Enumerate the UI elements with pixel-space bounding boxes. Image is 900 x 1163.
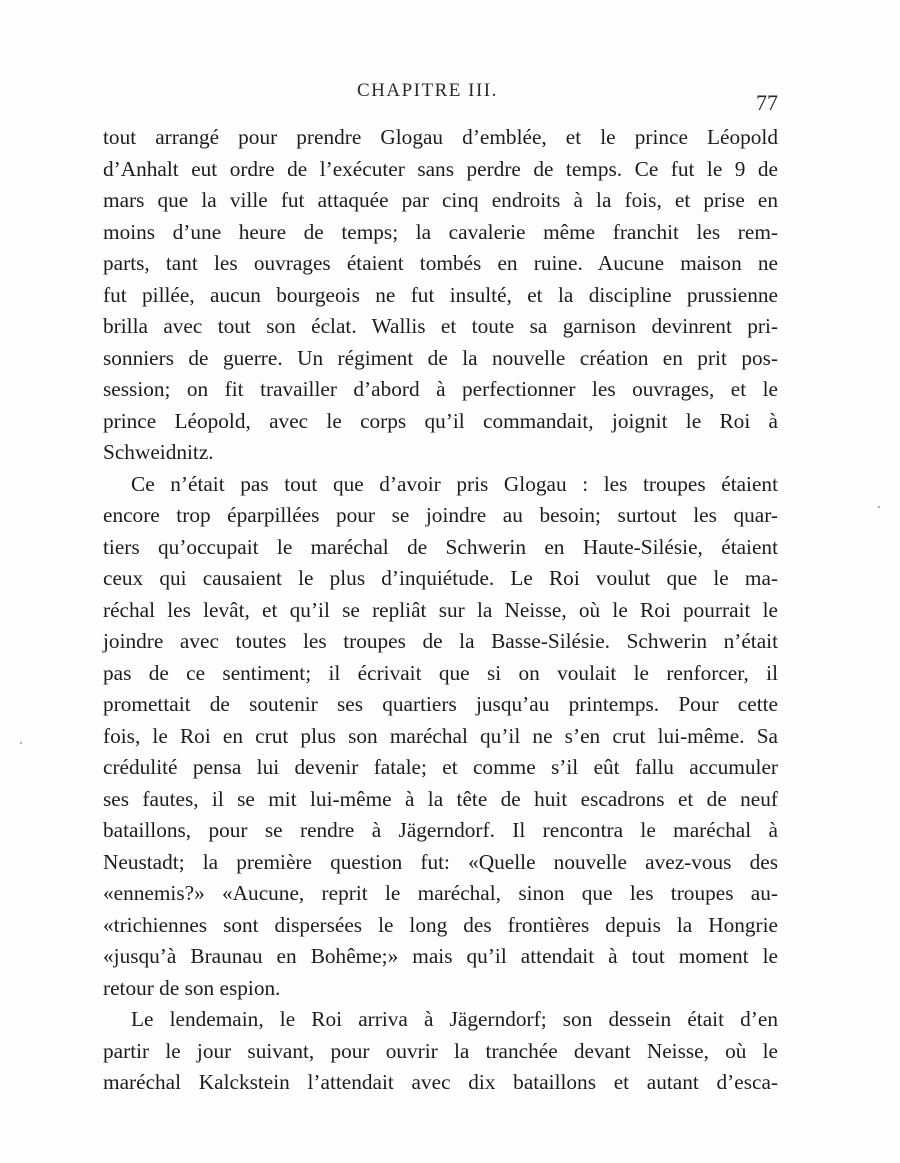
text-line: Ce n’était pas tout que d’avoir pris Glogau : les troupes étaient bbox=[131, 471, 778, 496]
text-line: «trichiennes sont dispersées le long des frontières depuis la Hongrie bbox=[103, 912, 778, 937]
text-line: tout arrangé pour prendre Glogau d’emblée, et le prince Léopold bbox=[103, 125, 778, 149]
text-line: parts, tant les ouvrages étaient tombés en ruine. Aucune maison ne bbox=[103, 251, 778, 275]
text-line: ses fautes, il se mit lui-même à la tête de huit escadrons et de neuf bbox=[103, 786, 778, 811]
chapter-heading: CHAPITRE III. bbox=[357, 80, 498, 101]
text-line: moins d’une heure de temps; la cavalerie même franchit les rem- bbox=[103, 219, 778, 244]
text-line: Schweidnitz. bbox=[103, 440, 214, 464]
text-line: partir le jour suivant, pour ouvrir la tranchée devant Neisse, où le bbox=[103, 1038, 778, 1063]
text-line: d’Anhalt eut ordre de l’exécuter sans perdre de temps. Ce fut le 9 de bbox=[103, 156, 778, 181]
text-line: «ennemis?» «Aucune, reprit le maréchal, sinon que les troupes au- bbox=[103, 881, 778, 905]
text-line: promettait de soutenir ses quartiers jusqu’au printemps. Pour cette bbox=[103, 692, 778, 716]
text-line: maréchal Kalckstein l’attendait avec dix bataillons et autant d’esca- bbox=[103, 1070, 778, 1094]
scan-speck bbox=[20, 742, 22, 744]
text-line: retour de son espion. bbox=[103, 975, 281, 1000]
page-number: 77 bbox=[756, 90, 778, 115]
text-line: «jusqu’à Braunau en Bohême;» mais qu’il attendait à tout moment le bbox=[103, 944, 778, 968]
text-line: mars que la ville fut attaquée par cinq endroits à la fois, et prise en bbox=[103, 188, 778, 212]
text-line: Le lendemain, le Roi arriva à Jägerndorf; son dessein était d’en bbox=[131, 1007, 778, 1031]
text-line: session; on fit travailler d’abord à perfectionner les ouvrages, et le bbox=[103, 377, 778, 401]
scan-speck bbox=[878, 506, 880, 508]
text-line: fut pillée, aucun bourgeois ne fut insulté, et la discipline prussienne bbox=[103, 282, 778, 307]
text-line: bataillons, pour se rendre à Jägerndorf. Il rencontra le maréchal à bbox=[103, 818, 778, 842]
text-line: prince Léopold, avec le corps qu’il commandait, joignit le Roi à bbox=[103, 408, 778, 433]
text-line: crédulité pensa lui devenir fatale; et comme s’il eût fallu accumuler bbox=[103, 755, 778, 779]
text-line: Neustadt; la première question fut: «Quelle nouvelle avez-vous des bbox=[103, 849, 778, 874]
body-text bbox=[103, 122, 778, 1099]
text-line: brilla avec tout son éclat. Wallis et toute sa garnison devinrent pri- bbox=[103, 314, 778, 338]
text-line: encore trop éparpillées pour se joindre au besoin; surtout les quar- bbox=[103, 503, 778, 527]
text-line: réchal les levât, et qu’il se repliât sur la Neisse, où le Roi pourrait le bbox=[103, 597, 778, 622]
text-line: pas de ce sentiment; il écrivait que si on voulait le renforcer, il bbox=[103, 660, 778, 685]
text-line: sonniers de guerre. Un régiment de la nouvelle création en prit pos- bbox=[103, 345, 778, 370]
text-line: joindre avec toutes les troupes de la Basse-Silésie. Schwerin n’était bbox=[103, 629, 778, 653]
text-line: fois, le Roi en crut plus son maréchal qu’il ne s’en crut lui-même. Sa bbox=[103, 723, 778, 748]
text-line: ceux qui causaient le plus d’inquiétude. Le Roi voulut que le ma- bbox=[103, 566, 778, 590]
text-line: tiers qu’occupait le maréchal de Schwerin en Haute-Silésie, étaient bbox=[103, 534, 778, 559]
